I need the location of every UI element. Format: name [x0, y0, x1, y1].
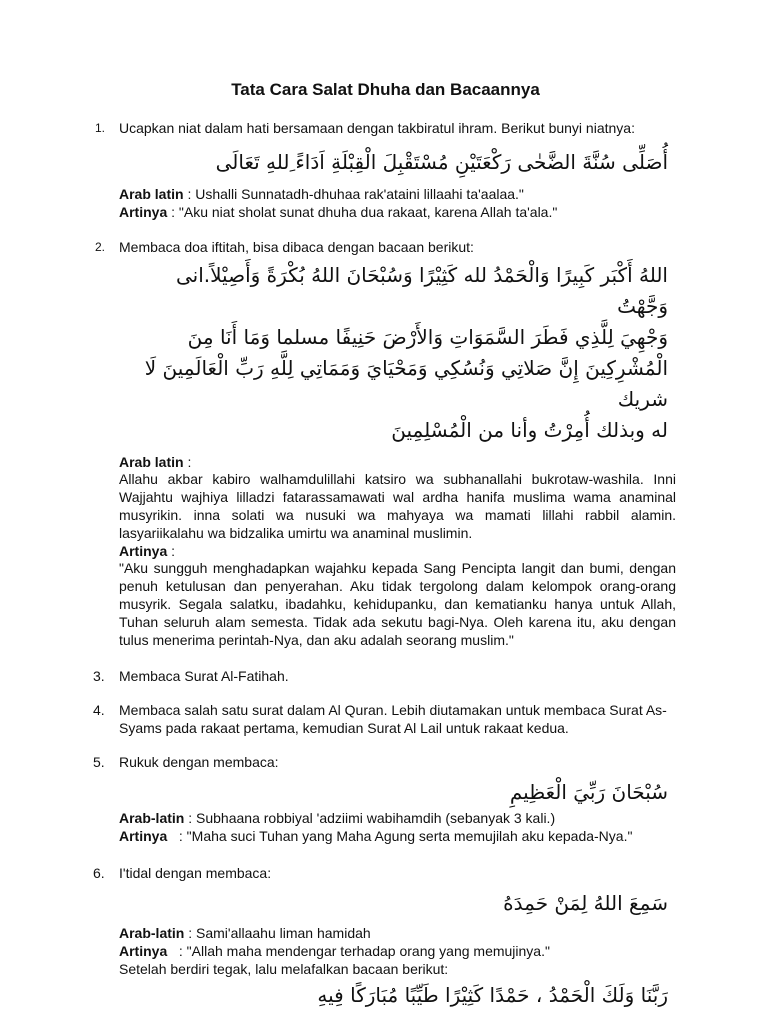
meaning-label: Artinya: [119, 828, 168, 845]
meaning-paragraph: "Aku sungguh menghadapkan wajahku kepada Sang Pencipta langit dan bumi, dengan penuh ketulusan dan penyerahan. Aku tidak tergolong dalam kelompok orang-orang musyrik. Segala salatku, ibadahku, kehidupanku, dan kematianku hanya untuk Allah, Tuhan seluruh alam semesta. Tidak ada sekutu bagi-Nya. Oleh karena itu, aku dengan tulus menerima perintah-Nya, dan aku adalah seorang muslim.": [119, 560, 676, 648]
meaning-text: : "Aku niat sholat sunat dhuha dua rakaat, karena Allah ta'ala.": [171, 203, 558, 220]
arabic-line: اللهُ أَكْبَر كَبِيرًا وَالْحَمْدُ لله كَثِيْرًا وَسُبْحَانَ اللهُ بُكْرَةً وَأَصِيْلاً.انى وَجَّهْتُ: [175, 262, 668, 318]
step-text: Ucapkan niat dalam hati bersamaan dengan takbiratul ihram. Berikut bunyi niatnya:: [119, 120, 635, 136]
latin-text: : Sami'allaahu liman hamidah: [184, 924, 371, 941]
meaning-text: : "Maha suci Tuhan yang Maha Agung serta memujilah aku kepada-Nya.": [167, 828, 633, 845]
step-4: [95, 701, 676, 737]
meaning-heading: [95, 543, 676, 561]
meaning-label: Artinya: [119, 542, 168, 559]
step-5: [95, 753, 676, 846]
step-text: Membaca doa iftitah, bisa dibaca dengan bacaan berikut:: [119, 238, 474, 255]
meaning-label: Artinya: [119, 942, 168, 959]
step-text: Rukuk dengan membaca:: [119, 754, 279, 771]
meaning-line: [95, 943, 676, 961]
latin-label: Arab latin: [119, 453, 184, 470]
latin-label: Arab-latin: [119, 924, 185, 941]
arabic-line: الْمُشْرِكِينَ إِنَّ صَلاتِي وَنُسُكِي وَمَحْيَايَ وَمَمَاتِي لِلَّهِ رَبِّ الْعَالَمِينَ لَا شريك: [144, 355, 668, 411]
step-6: [95, 864, 676, 1011]
document-title: Tata Cara Salat Dhuha dan Bacaannya: [231, 80, 540, 99]
step-number: 1.: [95, 121, 106, 135]
meaning-label: Artinya: [119, 203, 168, 220]
arabic-block: [95, 260, 676, 446]
step-2: [95, 238, 676, 650]
latin-label: Arab latin: [119, 186, 184, 202]
arabic-text: سَمِعَ اللهُ لِمَنْ حَمِدَهُ: [503, 890, 668, 915]
step-number: 6.: [93, 864, 105, 881]
latin-colon: :: [183, 453, 192, 470]
latin-heading: [95, 454, 676, 472]
meaning-colon: :: [167, 542, 176, 559]
step-text: Membaca Surat Al-Fatihah.: [119, 668, 289, 685]
arabic-text-2: رَبَّنَا وَلَكَ الْحَمْدُ ، حَمْدًا كَثِيْرًا طَيِّبًا مُبَارَكًا فِيهِ: [317, 983, 668, 1008]
latin-text: : Ushalli Sunnatadh-dhuhaa rak'ataini lillaahi ta'aalaa.": [187, 186, 524, 202]
step-number: 5.: [93, 754, 105, 771]
step-3: [95, 667, 676, 685]
latin-paragraph: Allahu akbar kabiro walhamdulillahi katsiro wa subhanallahi bukrotaw-washila. Inni Wajjahtu wajhiya lilladzi fatarassamawati wal ardha hanifa muslima wama anaminal musyrikin. inna solati wa nusuki wa mahyaya wa mamati lillahi rabbil alamin. lasyariikalahu wa bidzalika umirtu wa anaminal muslimin.: [119, 471, 676, 541]
step-1: [95, 119, 676, 222]
step-text: Membaca salah satu surat dalam Al Quran. Lebih diutamakan untuk membaca Surat As-Syams pada rakaat pertama, kemudian Surat Al Lail untuk rakaat kedua.: [119, 702, 667, 737]
step-number: 2.: [95, 239, 106, 254]
latin-text: : Subhaana robbiyal 'adziimi wabihamdih (sebanyak 3 kali.): [184, 810, 556, 827]
arabic-text: أُصَلِّى سُنَّةَ الضَّحٰى رَكْعَتَيْنِ مُسْتَقْبِلَ الْقِبْلَةِ اَدَاءً ِللهِ تَعَالَى: [215, 150, 668, 174]
latin-line: [95, 186, 676, 204]
latin-label: Arab-latin: [119, 810, 185, 827]
latin-line: [95, 925, 676, 943]
arabic-line: وَجْهِيَ لِلَّذِي فَطَرَ السَّمَوَاتِ وَالأَرْضَ حَنِيفًا مسلما وَمَا أَنَا مِنَ: [187, 324, 668, 349]
latin-line: [95, 810, 676, 828]
meaning-text: : "Allah maha mendengar terhadap orang yang memujinya.": [167, 942, 550, 959]
arabic-line: له وبذلك أُمِرْتُ وأنا من الْمُسْلِمِينَ: [391, 417, 668, 442]
step-number: 3.: [93, 668, 105, 685]
step-text: I'tidal dengan membaca:: [119, 864, 272, 881]
step-number: 4.: [93, 702, 105, 719]
meaning-line: [95, 828, 676, 846]
after-text: Setelah berdiri tegak, lalu melafalkan bacaan berikut:: [119, 960, 449, 977]
arabic-text: سُبْحَانَ رَبِّيَ الْعَظِيمِ: [509, 780, 668, 805]
meaning-line: [95, 204, 676, 222]
